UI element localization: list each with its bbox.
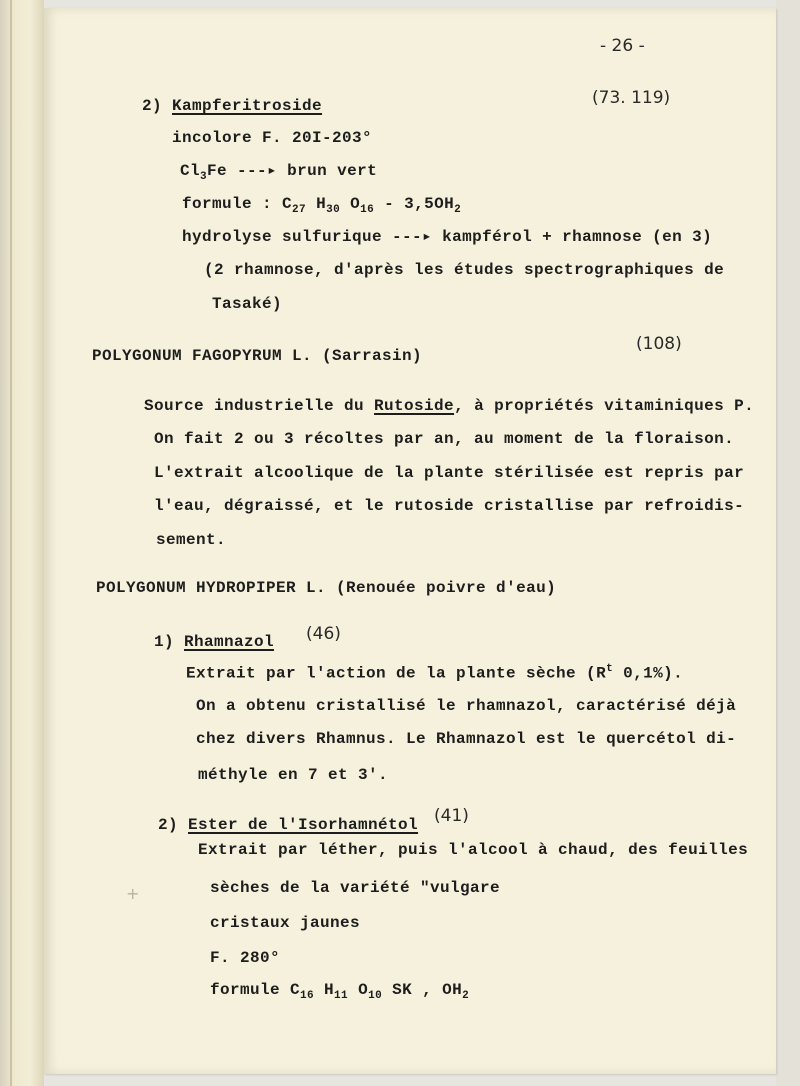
text-line: sement. xyxy=(156,531,227,549)
formula-line: formule $C_{16}$ $H_{11}$ $O_{10}$ SK , $OH_2$ xyxy=(210,981,470,1003)
scan-background xyxy=(776,0,800,1086)
adjacent-page-edge xyxy=(0,0,44,1086)
text-line: incolore F. 20I-203° xyxy=(172,129,373,147)
entry-number: 2) xyxy=(158,816,179,834)
compound-name: Ester de l'Isorhamnétol xyxy=(188,816,419,834)
text-line: sèches de la variété "vulgare xyxy=(210,879,501,897)
text-line: Tasaké) xyxy=(212,295,283,313)
reference-number: (108) xyxy=(636,334,682,354)
text-line: On a obtenu cristallisé le rhamnazol, caractérisé déjà xyxy=(196,697,737,715)
text-line: Extrait par l'action de la plante sèche ($R^t$ 0,1%). xyxy=(186,663,684,683)
text-line: Extrait par léther, puis l'alcool à chaud, des feuilles xyxy=(198,841,749,859)
section-heading: POLYGONUM HYDROPIPER L. (Renouée poivre d'eau) xyxy=(96,579,557,597)
reference-number: (73. 119) xyxy=(592,88,671,108)
margin-cross-mark: + xyxy=(126,884,140,903)
entry-number: 2) xyxy=(142,97,163,115)
text-line: F. 280° xyxy=(210,949,281,967)
formula-line: formule : $C_{27}$ $H_{30}$ $O_{16} - 3,5OH_2$ xyxy=(182,195,462,217)
text-line: On fait 2 ou 3 récoltes par an, au moment de la floraison. xyxy=(154,430,735,448)
compound-name: Rhamnazol xyxy=(184,633,275,651)
text-line: (2 rhamnose, d'après les études spectrographiques de xyxy=(204,261,725,279)
page-number: - 26 - xyxy=(600,36,645,56)
page-fold xyxy=(10,0,12,1086)
text-line: Source industrielle du Rutoside, à propriétés vitaminiques P. xyxy=(144,397,755,415)
text-line: méthyle en 7 et 3'. xyxy=(198,766,389,784)
reference-number: (41) xyxy=(434,806,469,826)
text-line: chez divers Rhamnus. Le Rhamnazol est le quercétol di- xyxy=(196,730,737,748)
text-line: $Cl_3Fe$ ---▸ brun vert xyxy=(180,162,378,184)
reference-number: (46) xyxy=(306,624,341,644)
text-line: cristaux jaunes xyxy=(210,914,361,932)
document-page xyxy=(44,8,776,1074)
text-line: L'extrait alcoolique de la plante stérilisée est repris par xyxy=(154,464,745,482)
text-line: hydrolyse sulfurique ---▸ kampférol + rhamnose (en 3) xyxy=(182,228,713,246)
section-heading: POLYGONUM FAGOPYRUM L. (Sarrasin) xyxy=(92,347,423,365)
compound-name: Kampferitroside xyxy=(172,97,323,115)
entry-number: 1) xyxy=(154,633,175,651)
text-line: l'eau, dégraissé, et le rutoside cristallise par refroidis- xyxy=(154,497,745,515)
